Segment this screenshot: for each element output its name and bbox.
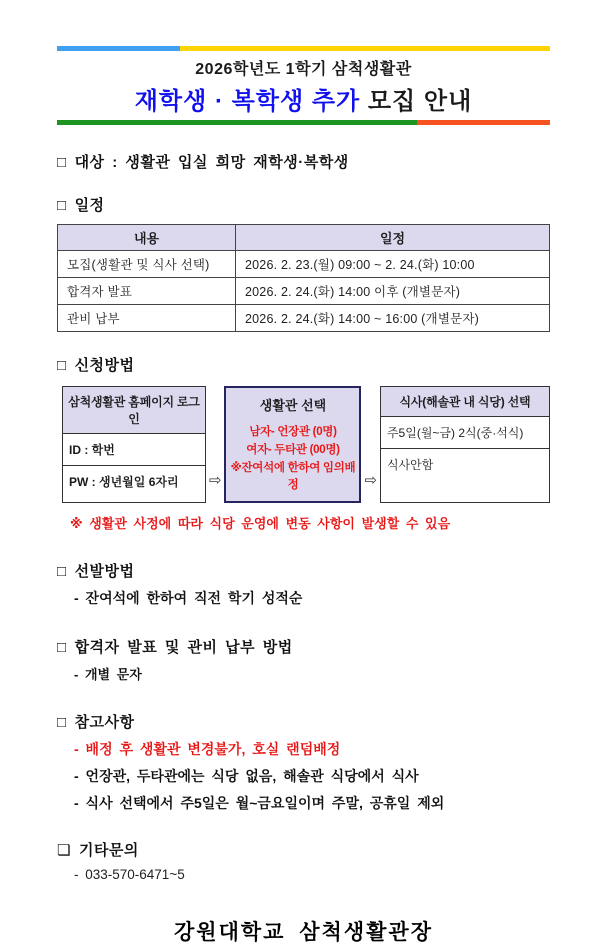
square-bullet-icon: □ [57,154,67,171]
note-item-assignment: - 배정 후 생활관 변경불가, 호실 랜덤배정 [74,741,341,758]
schedule-table [57,224,550,332]
meal-box-title: 식사(해솔관 내 식당) 선택 [381,387,549,417]
schedule-heading [57,194,550,215]
cell-content: 합격자 발표 [58,278,236,305]
contact-phone: - 033-570-6471~5 [74,867,185,883]
login-id-row: ID : 학번 [63,434,205,466]
cell-date: 2026. 2. 23.(월) 09:00 ~ 2. 24.(화) 10:00 [236,251,550,278]
cafeteria-notice: ※ 생활관 사정에 따라 식당 운영에 변동 사항이 발생할 수 있음 [70,516,451,532]
section-contact [57,839,550,882]
header-top-rule [57,46,550,51]
notes-heading [57,711,550,732]
right-arrow-icon: ⇨ [208,471,222,490]
selection-heading-label: 선발방법 [74,563,135,581]
meal-none-row: 식사안함 [386,458,434,472]
section-selection [57,560,550,608]
cell-date: 2026. 2. 24.(화) 14:00 ~ 16:00 (개별문자) [236,305,550,332]
meal-option-row: 주5일(월~금) 2식(중·석식) [381,417,549,449]
application-heading [57,354,550,375]
dorm-select-box [224,386,361,503]
signature: 강원대학교 삼척생활관장 [174,921,433,945]
application-heading-label: 신청방법 [74,357,135,374]
table-row [58,251,550,278]
dorm-box-title: 생활관 선택 [259,398,327,413]
column-header-date: 일정 [236,225,550,251]
target-heading-label: 대상 : 생활관 입실 희망 재학생·복학생 [74,154,349,171]
section-target [57,151,550,172]
square-bullet-icon: □ [57,639,67,657]
bottom-rule-green-segment [57,120,417,125]
table-row [58,305,550,332]
section-application [57,354,550,532]
cell-content: 모집(생활관 및 식사 선택) [58,251,236,278]
cell-content: 관비 납부 [58,305,236,332]
square-bullet-icon: □ [57,563,67,581]
login-pw-row: PW : 생년월일 6자리 [69,475,179,489]
payment-method: - 개별 문자 [74,667,142,683]
notes-heading-label: 참고사항 [74,714,135,732]
table-header-row [58,225,550,251]
payment-heading-label: 합격자 발표 및 관비 납부 방법 [74,639,293,657]
square-bullet-icon: ❏ [57,842,71,860]
meal-select-box [380,386,550,503]
schedule-heading-label: 일정 [74,197,105,214]
target-heading [57,151,550,172]
table-row [58,278,550,305]
login-step-box [62,386,206,503]
application-flow [62,386,550,503]
note-item-cafeteria: - 언장관, 두타관에는 식당 없음, 해솔관 식당에서 식사 [74,768,419,785]
contact-heading-label: 기타문의 [78,842,139,860]
top-rule-yellow-segment [180,46,550,51]
selection-criteria: - 잔여석에 한하여 직전 학기 성적순 [74,590,303,607]
top-rule-blue-segment [57,46,180,51]
title-rest: 모집 안내 [360,88,473,115]
selection-heading [57,560,550,581]
square-bullet-icon: □ [57,714,67,732]
square-bullet-icon: □ [57,357,67,374]
cell-date: 2026. 2. 24.(화) 14:00 이후 (개별문자) [236,278,550,305]
dorm-female-line: 여자- 두타관 (00명) [246,443,340,456]
header-bottom-rule [57,120,550,125]
document-header [57,46,550,125]
title-highlight: 재학생 · 복학생 추가 [134,88,361,115]
square-bullet-icon: □ [57,197,67,214]
contact-heading [57,839,550,860]
column-header-content: 내용 [58,225,236,251]
document-title [57,81,550,116]
dorm-male-line: 남자- 언장관 (0명) [249,426,337,438]
note-item-weekdays: - 식사 선택에서 주5일은 월~금요일이며 주말, 공휴일 제외 [74,795,445,812]
dorm-remark-line: ※잔여석에 한하여 임의배정 [230,461,356,492]
payment-heading [57,636,550,657]
document-subtitle: 2026학년도 1학기 삼척생활관 [195,61,412,78]
bottom-rule-red-segment [417,120,550,125]
section-payment [57,636,550,683]
right-arrow-icon: ⇨ [364,471,378,490]
section-notes [57,711,550,813]
login-box-title: 삼척생활관 홈페이지 로그인 [63,387,205,434]
section-schedule [57,194,550,332]
